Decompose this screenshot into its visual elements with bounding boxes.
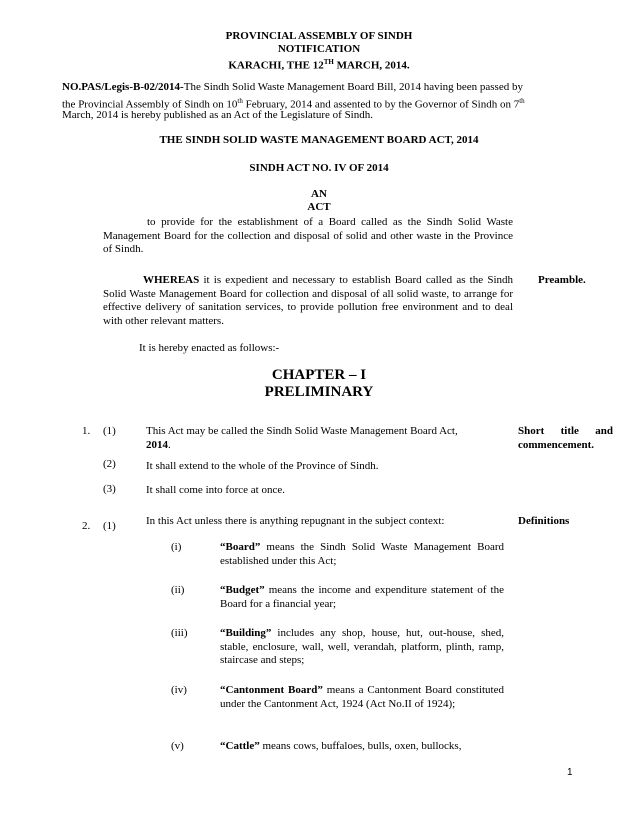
def-term-2: “Budget” <box>220 584 265 596</box>
section-1-year: 2014 <box>146 438 168 451</box>
section-1-text-1-main: This Act may be called the Sindh Solid Waste Management Board Act, <box>146 425 458 437</box>
whereas-word: WHEREAS <box>143 274 200 286</box>
section-2-text: In this Act unless there is anything repugnant in the subject context: <box>146 515 445 527</box>
date-pre: KARACHI, THE 12 <box>228 59 324 72</box>
def-term-1: “Board” <box>220 541 261 553</box>
chapter-subtitle: PRELIMINARY <box>264 384 374 400</box>
section-1-text-1-tail: . <box>168 438 171 451</box>
def-term-4: “Cantonment Board” <box>220 684 323 696</box>
section-1-sub-2: (2) <box>103 458 116 470</box>
intro-paragraph: to provide for the establishment of a Board called as the Sindh Solid Waste Management Board for the collection and disposal of solid and other waste in the Province of Sindh. <box>103 216 513 255</box>
date-post: MARCH, 2014. <box>333 59 410 72</box>
def-num-1: (i) <box>171 541 182 553</box>
notification-sup-1: th <box>237 97 243 105</box>
def-term-3: “Building” <box>220 627 272 639</box>
section-1-sub-1: (1) <box>103 425 116 437</box>
def-text-5 <box>220 740 510 754</box>
an-label: AN <box>311 188 327 200</box>
notification-line-1 <box>62 81 582 95</box>
notification-text-2-mid: February, 2014 and assented to by the Governor of Sindh on 7 <box>242 98 520 111</box>
section-1-text-3: It shall come into force at once. <box>146 484 285 496</box>
date-heading <box>0 56 638 73</box>
act-title: THE SINDH SOLID WASTE MANAGEMENT BOARD ACT, 2014 <box>159 134 479 146</box>
preamble-paragraph <box>103 274 513 328</box>
section-1-number: 1. <box>82 425 91 437</box>
notification-text-2-pre: the Provincial Assembly of Sindh on 10 <box>62 98 238 111</box>
act-label: ACT <box>307 201 331 213</box>
notification-text-1: The Sindh Solid Waste Management Board Bill, 2014 having been passed by <box>183 81 523 93</box>
def-num-4: (iv) <box>171 684 187 696</box>
act-number: SINDH ACT NO. IV OF 2014 <box>249 162 389 174</box>
section-1-text-1 <box>146 425 508 452</box>
section-1-margin-note: Short title and commencement. <box>518 425 613 451</box>
section-2-margin-note: Definitions <box>518 515 570 527</box>
def-body-4: means a Cantonment Board constituted under the Cantonment Act, 1924 (Act No.II of 1924); <box>220 684 504 710</box>
def-body-2: means the income and expenditure statement of the Board for a financial year; <box>220 584 504 610</box>
notification-sup-2: th <box>519 97 525 105</box>
def-body-5: means cows, buffaloes, bulls, oxen, bullocks, <box>259 740 462 752</box>
def-text-2 <box>220 584 504 611</box>
def-num-3: (iii) <box>171 627 188 639</box>
def-body-3: includes any shop, house, hut, out-house, shed, stable, enclosure, wall, well, verandah, platform, plinth, ramp, staircase and steps; <box>220 627 504 666</box>
def-text-4 <box>220 684 504 711</box>
page-number: 1 <box>567 767 573 778</box>
section-1-text-2: It shall extend to the whole of the Province of Sindh. <box>146 460 379 472</box>
preamble-margin-note: Preamble. <box>538 274 586 286</box>
notification-ref: NO.PAS/Legis-B-02/2014- <box>62 81 184 93</box>
notification-heading: NOTIFICATION <box>277 43 361 55</box>
date-sup: TH <box>323 58 334 66</box>
assembly-heading: PROVINCIAL ASSEMBLY OF SINDH <box>225 30 413 42</box>
preamble-text: it is expedient and necessary to establish Board called as the Sindh Solid Waste Management Board for collection and disposal of all solid waste, to arrange for effective delivery of sanitation services, to provide pollution free environment and to deal with other relevant matters. <box>103 274 513 327</box>
def-num-2: (ii) <box>171 584 185 596</box>
section-1-sub-3: (3) <box>103 483 116 495</box>
def-body-1: means the Sindh Solid Waste Management Board established under this Act; <box>220 541 504 567</box>
def-text-3 <box>220 627 504 668</box>
def-term-5: “Cattle” <box>220 740 260 752</box>
notification-line-3: March, 2014 is hereby published as an Act of the Legislature of Sindh. <box>62 109 373 121</box>
section-2-number: 2. <box>82 520 91 532</box>
enacted-line: It is hereby enacted as follows:- <box>139 342 280 354</box>
def-text-1 <box>220 541 504 568</box>
chapter-title: CHAPTER – I <box>271 367 367 383</box>
def-num-5: (v) <box>171 740 184 752</box>
section-2-sub: (1) <box>103 520 116 532</box>
